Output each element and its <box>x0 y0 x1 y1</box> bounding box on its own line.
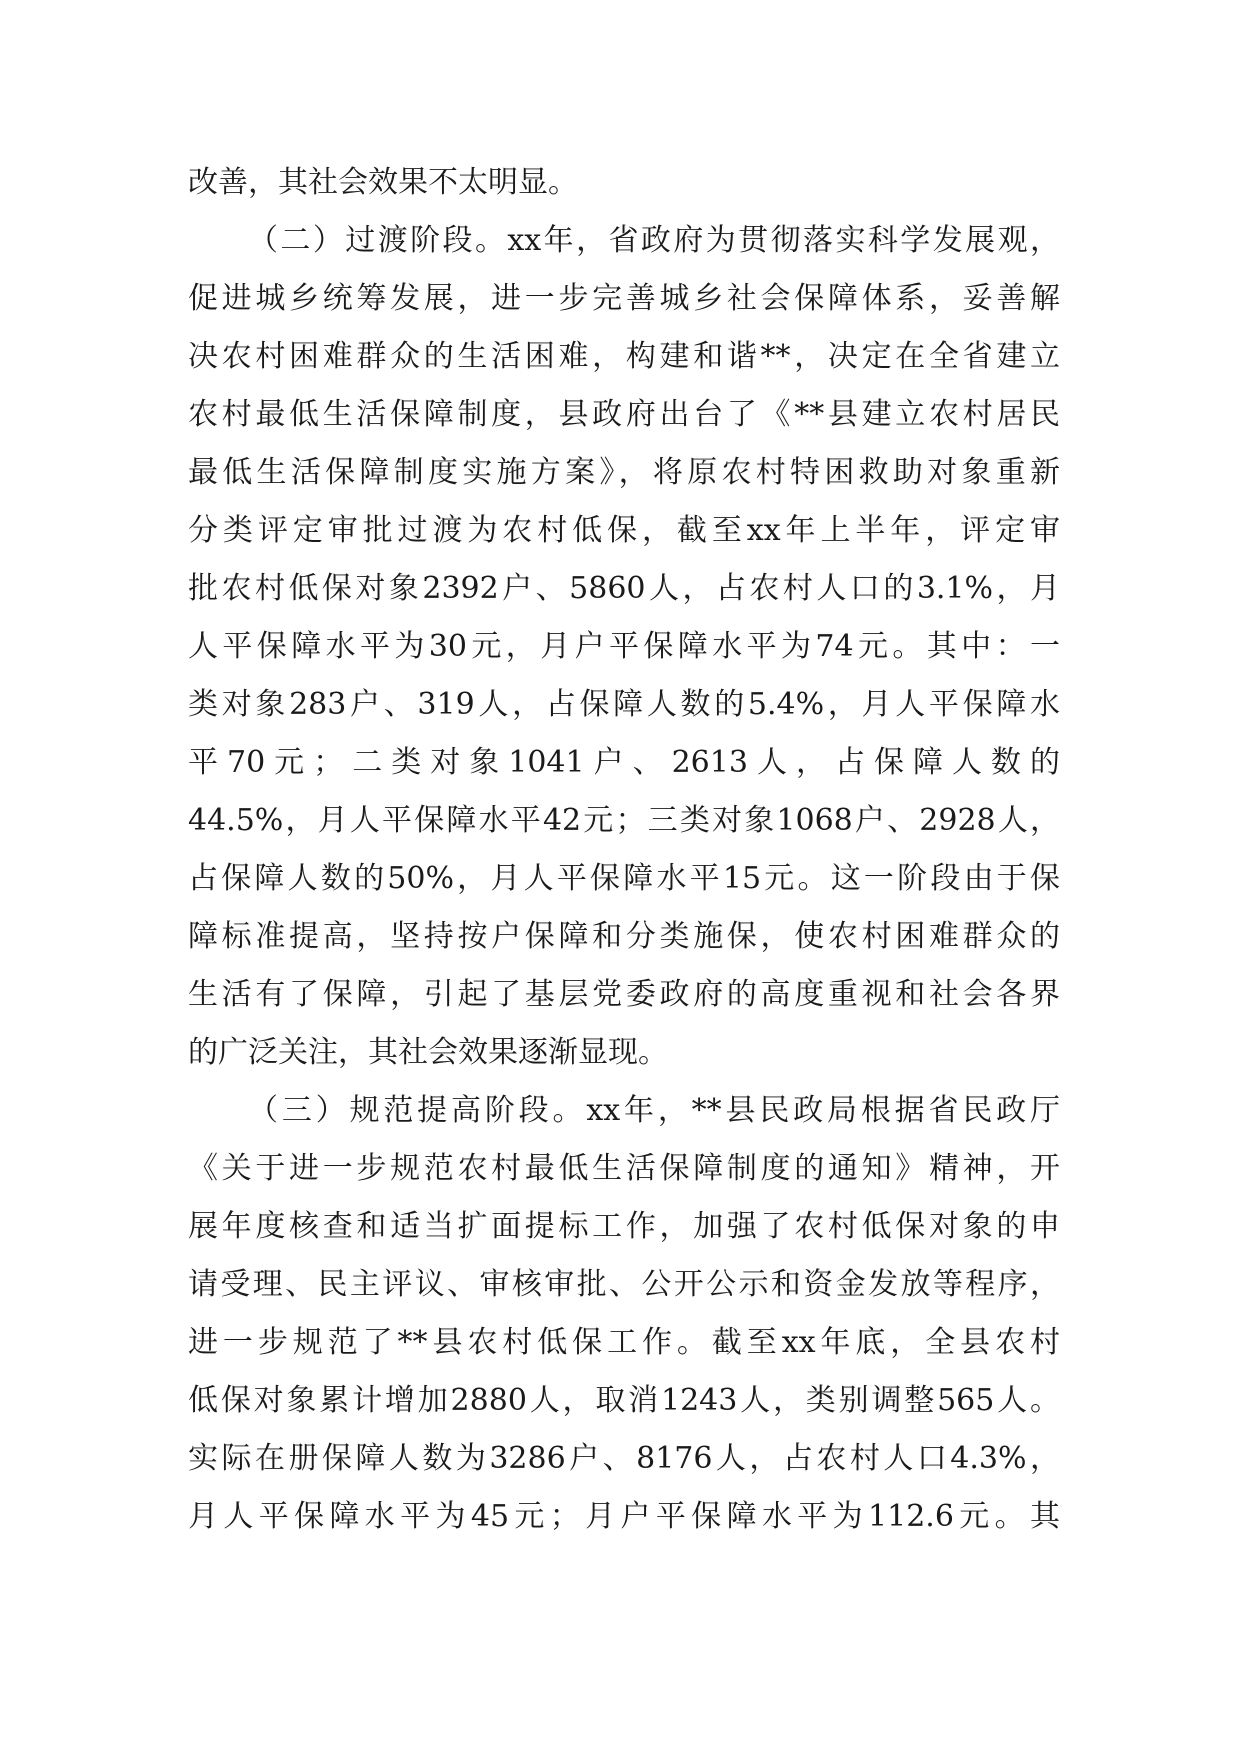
text-line: 月人平保障水平为45元；月户平保障水平为112.6元。其 <box>188 1499 1060 1534</box>
text-line: 44.5%，月人平保障水平42元；三类对象1068户、2928人， <box>188 803 1060 838</box>
text-line: 展年度核查和适当扩面提标工作，加强了农村低保对象的申 <box>188 1209 1060 1244</box>
text-line: 改善，其社会效果不太明显。 <box>188 165 578 200</box>
text-line: 农村最低生活保障制度，县政府出台了《**县建立农村居民 <box>188 397 1060 432</box>
text-line: 促进城乡统筹发展，进一步完善城乡社会保障体系，妥善解 <box>188 281 1060 316</box>
text-line: 平70元；二类对象1041户、2613人，占保障人数的 <box>188 745 1060 780</box>
text-line: 进一步规范了**县农村低保工作。截至xx年底，全县农村 <box>188 1325 1060 1360</box>
text-line: 生活有了保障，引起了基层党委政府的高度重视和社会各界 <box>188 977 1060 1012</box>
text-line: 批农村低保对象2392户、5860人，占农村人口的3.1%，月 <box>188 571 1060 606</box>
text-line: 实际在册保障人数为3286户、8176人，占农村人口4.3%， <box>188 1441 1060 1476</box>
text-line: 最低生活保障制度实施方案》，将原农村特困救助对象重新 <box>188 455 1060 490</box>
text-line: 低保对象累计增加2880人，取消1243人，类别调整565人。 <box>188 1383 1060 1418</box>
text-line: 人平保障水平为30元，月户平保障水平为74元。其中：一 <box>188 629 1060 664</box>
paragraph-heading-line: （二）过渡阶段。xx年，省政府为贯彻落实科学发展观， <box>248 223 1060 258</box>
text-line: 障标准提高，坚持按户保障和分类施保，使农村困难群众的 <box>188 919 1060 954</box>
text-line: 《关于进一步规范农村最低生活保障制度的通知》精神，开 <box>188 1151 1060 1186</box>
text-line: 类对象283户、319人，占保障人数的5.4%，月人平保障水 <box>188 687 1060 722</box>
text-line: 的广泛关注，其社会效果逐渐显现。 <box>188 1035 668 1070</box>
text-line: 决农村困难群众的生活困难，构建和谐**，决定在全省建立 <box>188 339 1060 374</box>
text-line: 占保障人数的50%，月人平保障水平15元。这一阶段由于保 <box>188 861 1060 896</box>
text-line: 分类评定审批过渡为农村低保，截至xx年上半年，评定审 <box>188 513 1060 548</box>
text-line: 请受理、民主评议、审核审批、公开公示和资金发放等程序， <box>188 1267 1060 1302</box>
document-body <box>188 154 1060 1546</box>
paragraph-heading-line: （三）规范提高阶段。xx年，**县民政局根据省民政厅 <box>248 1093 1060 1128</box>
